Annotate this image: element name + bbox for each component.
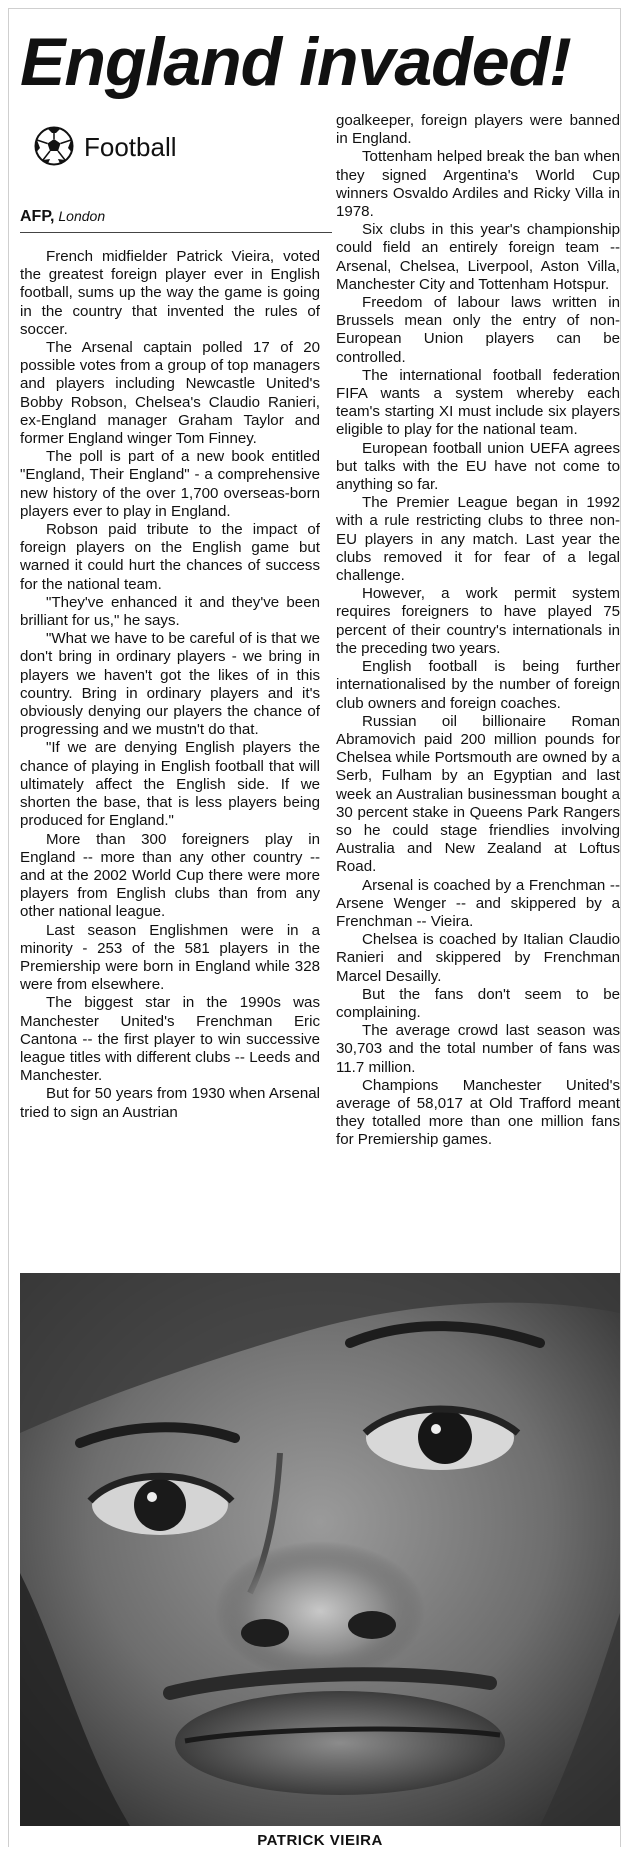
paragraph: But the fans don't seem to be complaining. xyxy=(336,985,620,1021)
section-label: Football xyxy=(84,132,177,162)
paragraph: French midfielder Patrick Vieira, voted the greatest foreign player ever in English football, sums up the way the game is going in the country that invented the rules of soccer. xyxy=(20,248,320,338)
paragraph: The average crowd last season was 30,703 and the total number of fans was 11.7 million. xyxy=(336,1022,620,1076)
paragraph: "If we are denying English players the chance of playing in English football that will ultimately affect the English side. If we shorten the base, that is less players being produced for England." xyxy=(20,739,320,830)
paragraph: The poll is part of a new book entitled "England, Their England" - a comprehensive new history of the over 1,700 overseas-born players ever to play in England. xyxy=(20,448,320,520)
paragraph: Freedom of labour laws written in Brussels mean only the entry of non-European Union players can be controlled. xyxy=(336,294,620,366)
soccer-ball-icon xyxy=(34,126,74,166)
paragraph: Arsenal is coached by a Frenchman -- Arsene Wenger -- and skippered by a Frenchman -- Vieira. xyxy=(336,876,620,930)
paragraph: Chelsea is coached by Italian Claudio Ranieri and skippered by Frenchman Marcel Desailly. xyxy=(336,931,620,985)
paragraph: English football is being further internationalised by the number of foreign club owners and foreign coaches. xyxy=(336,658,620,712)
paragraph: Six clubs in this year's championship could field an entirely foreign team -- Arsenal, Chelsea, Liverpool, Aston Villa, Manchester City and Tottenham Hotspur. xyxy=(336,221,620,293)
paragraph-continued: goalkeeper, foreign players were banned in England. xyxy=(336,112,620,148)
face-illustration xyxy=(20,1273,620,1826)
paragraph: Last season Englishmen were in a minority - 253 of the 581 players in the Premiership were born in England while 328 were from elsewhere. xyxy=(20,921,320,994)
paragraph: But for 50 years from 1930 when Arsenal tried to sign an Austrian xyxy=(20,1085,320,1121)
headline: England invaded! xyxy=(20,24,571,100)
paragraph: Tottenham helped break the ban when they signed Argentina's World Cup winners Osvaldo Ardiles and Ricky Villa in 1978. xyxy=(336,148,620,221)
paragraph: The Premier League began in 1992 with a rule restricting clubs to three non-EU players in any match. Last year the clubs removed it for fear of a legal challenge. xyxy=(336,494,620,585)
paragraph: The international football federation FIFA wants a system whereby each team's starting XI must include six players eligible to play for the national team. xyxy=(336,366,620,439)
paragraph: "They've enhanced it and they've been brilliant for us," he says. xyxy=(20,593,320,630)
paragraph: Champions Manchester United's average of 58,017 at Old Trafford meant they totalled more than one million fans for Premiership games. xyxy=(336,1076,620,1149)
paragraph: "What we have to be careful of is that we don't bring in ordinary players - we bring in players we haven't got the likes of in this country. Bring in ordinary players and it's obviously denying our players the chance of progressing and we mustn't do that. xyxy=(20,630,320,739)
article-column-right xyxy=(336,112,620,1150)
byline-rule xyxy=(20,232,332,233)
byline-agency: AFP, xyxy=(20,208,55,225)
paragraph: Robson paid tribute to the impact of foreign players on the English game but warned it could hurt the chances of success for the national team. xyxy=(20,521,320,593)
section-tag xyxy=(20,124,320,168)
paragraph: Russian oil billionaire Roman Abramovich paid 200 million pounds for Chelsea while Portsmouth are owned by a Serb, Fulham by an Egyptian and last week an Australian businessman bought a 30 percent stake in Queens Park Rangers so he could stage friendlies involving Australia and New Zealand at Loftus Road. xyxy=(336,712,620,876)
paragraph: The Arsenal captain polled 17 of 20 possible votes from a group of top managers and players including Newcastle United's Bobby Robson, Chelsea's Claudio Ranieri, ex-England manager Graham Taylor and former England winger Tom Finney. xyxy=(20,339,320,448)
paragraph: European football union UEFA agrees but talks with the EU have not come to anything so far. xyxy=(336,439,620,494)
byline-city: London xyxy=(58,208,106,224)
paragraph: The biggest star in the 1990s was Manchester United's Frenchman Eric Cantona -- the first player to win successive league titles with different clubs -- Leeds and Manchester. xyxy=(20,994,320,1085)
player-photo xyxy=(20,1273,620,1826)
dateline xyxy=(20,206,330,227)
paragraph: More than 300 foreigners play in England -- more than any other country -- and at the 2002 World Cup there were more players from English clubs than from any other national league. xyxy=(20,830,320,921)
photo-caption: PATRICK VIEIRA xyxy=(257,1832,383,1849)
article-column-left xyxy=(20,248,320,1122)
paragraph: However, a work permit system requires foreigners to have played 75 percent of their country's internationals in the preceding two years. xyxy=(336,585,620,657)
